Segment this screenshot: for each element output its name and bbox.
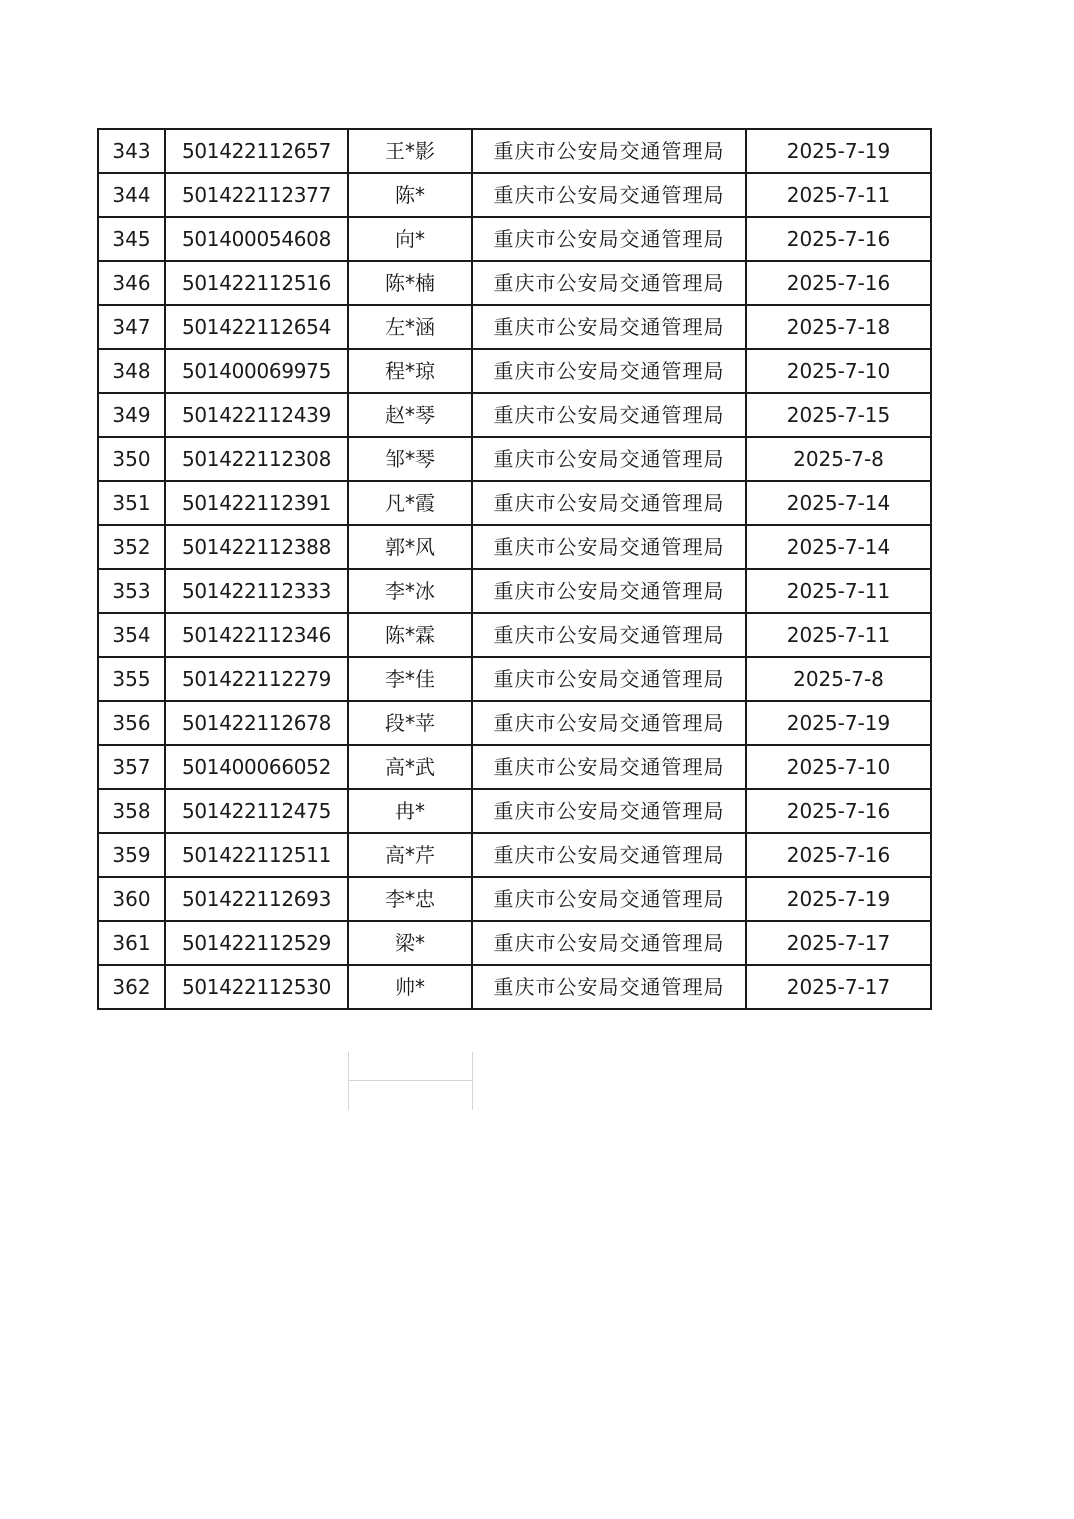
cell-seq: 352 [98,525,165,569]
cell-name: 赵*琴 [348,393,472,437]
table-row [98,261,931,305]
table-row [98,877,931,921]
cell-org: 重庆市公安局交通管理局 [472,525,746,569]
cell-code: 501422112654 [165,305,348,349]
cell-name: 高*芹 [348,833,472,877]
cell-org: 重庆市公安局交通管理局 [472,305,746,349]
table-row [98,173,931,217]
cell-org: 重庆市公安局交通管理局 [472,789,746,833]
cell-code: 501422112678 [165,701,348,745]
cell-seq: 343 [98,129,165,173]
table-row [98,965,931,1009]
cell-code: 501400066052 [165,745,348,789]
cell-seq: 356 [98,701,165,745]
cell-seq: 346 [98,261,165,305]
cell-org: 重庆市公安局交通管理局 [472,701,746,745]
cell-code: 501400069975 [165,349,348,393]
cell-org: 重庆市公安局交通管理局 [472,173,746,217]
empty-grid-cell [348,1081,473,1110]
cell-org: 重庆市公安局交通管理局 [472,393,746,437]
cell-date: 2025-7-11 [746,569,931,613]
cell-seq: 359 [98,833,165,877]
cell-code: 501422112391 [165,481,348,525]
cell-code: 501422112657 [165,129,348,173]
records-table [97,128,932,1010]
cell-name: 梁* [348,921,472,965]
cell-code: 501422112279 [165,657,348,701]
cell-org: 重庆市公安局交通管理局 [472,613,746,657]
cell-date: 2025-7-16 [746,833,931,877]
cell-org: 重庆市公安局交通管理局 [472,437,746,481]
cell-name: 郭*风 [348,525,472,569]
cell-name: 帅* [348,965,472,1009]
cell-code: 501422112516 [165,261,348,305]
cell-seq: 349 [98,393,165,437]
cell-code: 501422112388 [165,525,348,569]
table-row [98,349,931,393]
cell-name: 程*琼 [348,349,472,393]
cell-org: 重庆市公安局交通管理局 [472,481,746,525]
records-table-body [98,129,931,1009]
cell-name: 陈*楠 [348,261,472,305]
cell-org: 重庆市公安局交通管理局 [472,921,746,965]
cell-name: 陈*霖 [348,613,472,657]
cell-org: 重庆市公安局交通管理局 [472,129,746,173]
cell-org: 重庆市公安局交通管理局 [472,745,746,789]
table-row [98,921,931,965]
cell-seq: 353 [98,569,165,613]
cell-seq: 362 [98,965,165,1009]
cell-name: 高*武 [348,745,472,789]
cell-seq: 348 [98,349,165,393]
table-row [98,789,931,833]
cell-org: 重庆市公安局交通管理局 [472,965,746,1009]
cell-name: 王*影 [348,129,472,173]
cell-seq: 345 [98,217,165,261]
cell-date: 2025-7-18 [746,305,931,349]
cell-code: 501422112333 [165,569,348,613]
cell-code: 501422112439 [165,393,348,437]
cell-org: 重庆市公安局交通管理局 [472,569,746,613]
table-row [98,393,931,437]
table-row [98,437,931,481]
cell-date: 2025-7-16 [746,261,931,305]
cell-date: 2025-7-17 [746,921,931,965]
cell-code: 501422112346 [165,613,348,657]
cell-seq: 358 [98,789,165,833]
cell-date: 2025-7-16 [746,217,931,261]
cell-date: 2025-7-10 [746,745,931,789]
table-row [98,305,931,349]
cell-name: 左*涵 [348,305,472,349]
cell-code: 501422112529 [165,921,348,965]
cell-date: 2025-7-8 [746,437,931,481]
cell-seq: 357 [98,745,165,789]
cell-code: 501422112511 [165,833,348,877]
cell-org: 重庆市公安局交通管理局 [472,261,746,305]
cell-org: 重庆市公安局交通管理局 [472,349,746,393]
table-row [98,525,931,569]
cell-seq: 344 [98,173,165,217]
cell-date: 2025-7-19 [746,877,931,921]
cell-name: 凡*霞 [348,481,472,525]
cell-name: 邹*琴 [348,437,472,481]
cell-seq: 360 [98,877,165,921]
cell-org: 重庆市公安局交通管理局 [472,217,746,261]
cell-date: 2025-7-14 [746,525,931,569]
cell-name: 李*冰 [348,569,472,613]
cell-date: 2025-7-17 [746,965,931,1009]
cell-code: 501422112475 [165,789,348,833]
cell-date: 2025-7-15 [746,393,931,437]
cell-seq: 351 [98,481,165,525]
cell-date: 2025-7-8 [746,657,931,701]
cell-name: 向* [348,217,472,261]
table-row [98,701,931,745]
cell-seq: 354 [98,613,165,657]
cell-seq: 350 [98,437,165,481]
table-row [98,129,931,173]
cell-name: 陈* [348,173,472,217]
cell-date: 2025-7-11 [746,613,931,657]
cell-seq: 355 [98,657,165,701]
cell-name: 李*佳 [348,657,472,701]
cell-date: 2025-7-10 [746,349,931,393]
table-row [98,657,931,701]
cell-seq: 361 [98,921,165,965]
cell-code: 501400054608 [165,217,348,261]
cell-date: 2025-7-16 [746,789,931,833]
table-row [98,481,931,525]
table-row [98,569,931,613]
cell-org: 重庆市公安局交通管理局 [472,657,746,701]
table-row [98,745,931,789]
table-row [98,217,931,261]
cell-code: 501422112377 [165,173,348,217]
table-row [98,833,931,877]
cell-date: 2025-7-19 [746,701,931,745]
cell-date: 2025-7-11 [746,173,931,217]
cell-date: 2025-7-14 [746,481,931,525]
table-row [98,613,931,657]
cell-code: 501422112530 [165,965,348,1009]
cell-seq: 347 [98,305,165,349]
cell-name: 冉* [348,789,472,833]
empty-grid-cell [348,1052,473,1081]
cell-org: 重庆市公安局交通管理局 [472,877,746,921]
cell-code: 501422112308 [165,437,348,481]
cell-name: 段*苹 [348,701,472,745]
cell-date: 2025-7-19 [746,129,931,173]
cell-name: 李*忠 [348,877,472,921]
cell-code: 501422112693 [165,877,348,921]
cell-org: 重庆市公安局交通管理局 [472,833,746,877]
